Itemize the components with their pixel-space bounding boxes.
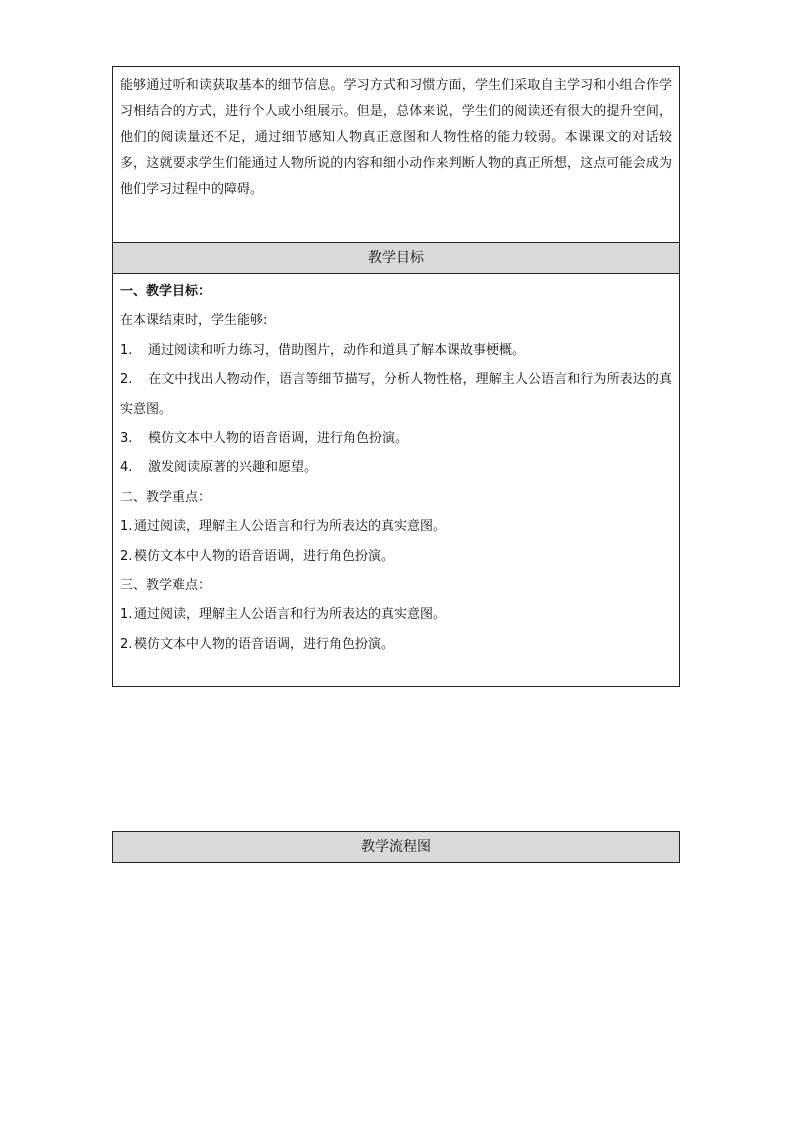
- key-point-text: 模仿文本中人物的语音语调，进行角色扮演。: [134, 548, 395, 564]
- difficult-point-text: 通过阅读，理解主人公语言和行为所表达的真实意图。: [134, 607, 447, 623]
- objective-item-4: [120, 453, 672, 482]
- key-point-text: 通过阅读，理解主人公语言和行为所表达的真实意图。: [134, 519, 447, 535]
- objective-number: 3.: [120, 431, 133, 447]
- difficult-points-heading: 三、教学难点：: [120, 578, 212, 594]
- difficult-point-number: 2.: [120, 636, 133, 652]
- objective-text: 在文中找出人物动作，语言等细节描写，分析人物性格，理解主人公语言和行为所表达的真实意图。: [120, 372, 672, 417]
- difficult-point-item-1: [120, 600, 672, 629]
- objectives-cell: [113, 274, 679, 659]
- objectives-intro: 在本课结束时，学生能够:: [120, 313, 268, 329]
- objective-item-3: [120, 424, 672, 453]
- key-point-number: 1.: [120, 519, 133, 535]
- key-point-item-2: [120, 542, 672, 571]
- difficult-point-number: 1.: [120, 607, 133, 623]
- objective-text: 通过阅读和听力练习，借助图片，动作和道具了解本课故事梗概。: [148, 342, 526, 358]
- objectives-header: [113, 243, 679, 274]
- flowchart-table: [112, 831, 680, 863]
- lesson-plan-table: [112, 66, 680, 687]
- key-point-number: 2.: [120, 548, 133, 564]
- objective-item-2: [120, 365, 672, 424]
- key-point-item-1: [120, 512, 672, 541]
- key-points-heading: 二、教学重点：: [120, 489, 212, 505]
- objectives-header-label: 教学目标: [368, 250, 424, 266]
- objectives-heading: 一、教学目标：: [120, 284, 212, 299]
- student-analysis-text: 能够通过听和读获取基本的细节信息。学习方式和习惯方面，学生们采取自主学习和小组合作学习相结合的方式，进行个人或小组展示。但是，总体来说，学生们的阅读还有很大的提升空间，他们的阅读量还不足，通过细节感知人物真正意图和人物性格的能力较弱。本课课文的对话较多，这就要求学生们能通过人物所说的内容和细小动作来判断人物的真正所想，这点可能会成为他们学习过程中的障碍。: [120, 78, 672, 197]
- objective-item-1: [120, 336, 672, 365]
- difficult-point-item-2: [120, 630, 672, 659]
- flowchart-header-label: 教学流程图: [361, 839, 431, 855]
- objective-text: 模仿文本中人物的语音语调，进行角色扮演。: [148, 431, 409, 447]
- objective-number: 1.: [120, 342, 133, 358]
- difficult-point-text: 模仿文本中人物的语音语调，进行角色扮演。: [134, 636, 395, 652]
- objective-text: 激发阅读原著的兴趣和愿望。: [148, 460, 318, 476]
- flowchart-header: [113, 832, 679, 862]
- student-analysis-cell: [113, 67, 679, 243]
- objective-number: 4.: [120, 460, 133, 476]
- objective-number: 2.: [120, 372, 133, 388]
